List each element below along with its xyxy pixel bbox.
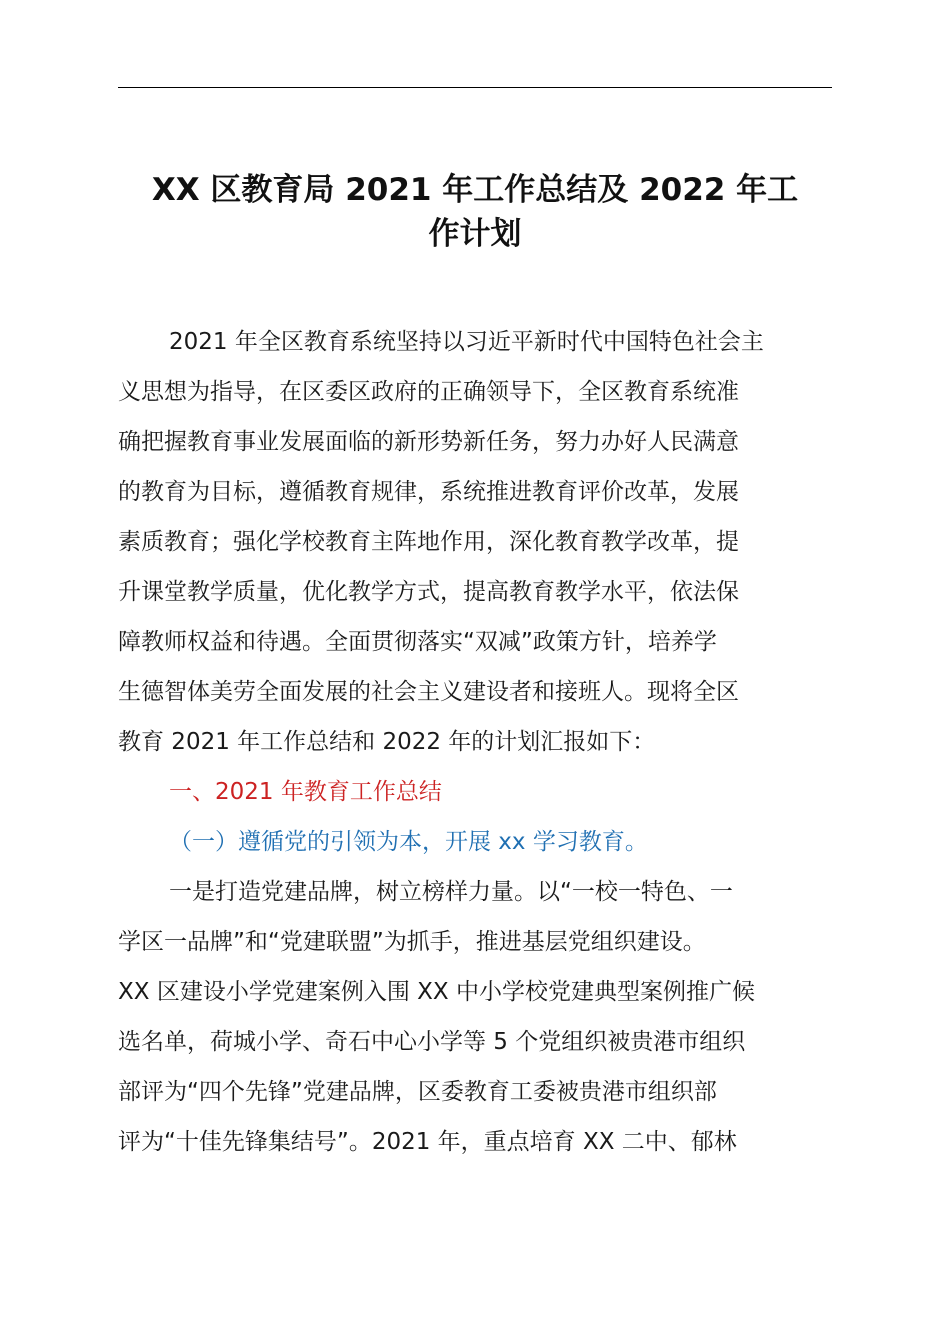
- document-body: [118, 317, 838, 1167]
- intro-line: 的教育为目标，遵循教育规律，系统推进教育评价改革，发展: [118, 479, 739, 505]
- body-line: 评为“十佳先锋集结号”。2021 年，重点培育 XX 二中、郁林: [118, 1129, 737, 1155]
- intro-line: 义思想为指导，在区委区政府的正确领导下，全区教育系统准: [118, 379, 739, 405]
- intro-line: 生德智体美劳全面发展的社会主义建设者和接班人。现将全区: [118, 679, 739, 705]
- intro-line: 素质教育；强化学校教育主阵地作用，深化教育教学改革，提: [118, 529, 739, 555]
- title-line: XX 区教育局 2021 年工作总结及 2022 年工: [151, 172, 799, 208]
- intro-line: 2021 年全区教育系统坚持以习近平新时代中国特色社会主: [169, 329, 764, 355]
- body-line: 一是打造党建品牌，树立榜样力量。以“一校一特色、一: [169, 879, 733, 905]
- body-line: 部评为“四个先锋”党建品牌，区委教育工委被贵港市组织部: [118, 1079, 717, 1105]
- body-line: 学区一品牌”和“党建联盟”为抓手，推进基层党组织建设。: [118, 929, 706, 955]
- subsection-heading: （一）遵循党的引领为本，开展 xx 学习教育。: [169, 829, 648, 855]
- intro-line: 教育 2021 年工作总结和 2022 年的计划汇报如下：: [118, 729, 656, 755]
- section-heading: 一、2021 年教育工作总结: [169, 779, 442, 805]
- intro-line: 确把握教育事业发展面临的新形势新任务，努力办好人民满意: [118, 429, 739, 455]
- document-title: [118, 168, 832, 256]
- intro-line: 障教师权益和待遇。全面贯彻落实“双减”政策方针，培养学: [118, 629, 717, 655]
- header-rule: [118, 87, 832, 88]
- title-line: 作计划: [428, 216, 522, 252]
- body-line: XX 区建设小学党建案例入围 XX 中小学校党建典型案例推广候: [118, 979, 755, 1005]
- intro-line: 升课堂教学质量，优化教学方式，提高教育教学水平，依法保: [118, 579, 739, 605]
- body-line: 选名单，荷城小学、奇石中心小学等 5 个党组织被贵港市组织: [118, 1029, 746, 1055]
